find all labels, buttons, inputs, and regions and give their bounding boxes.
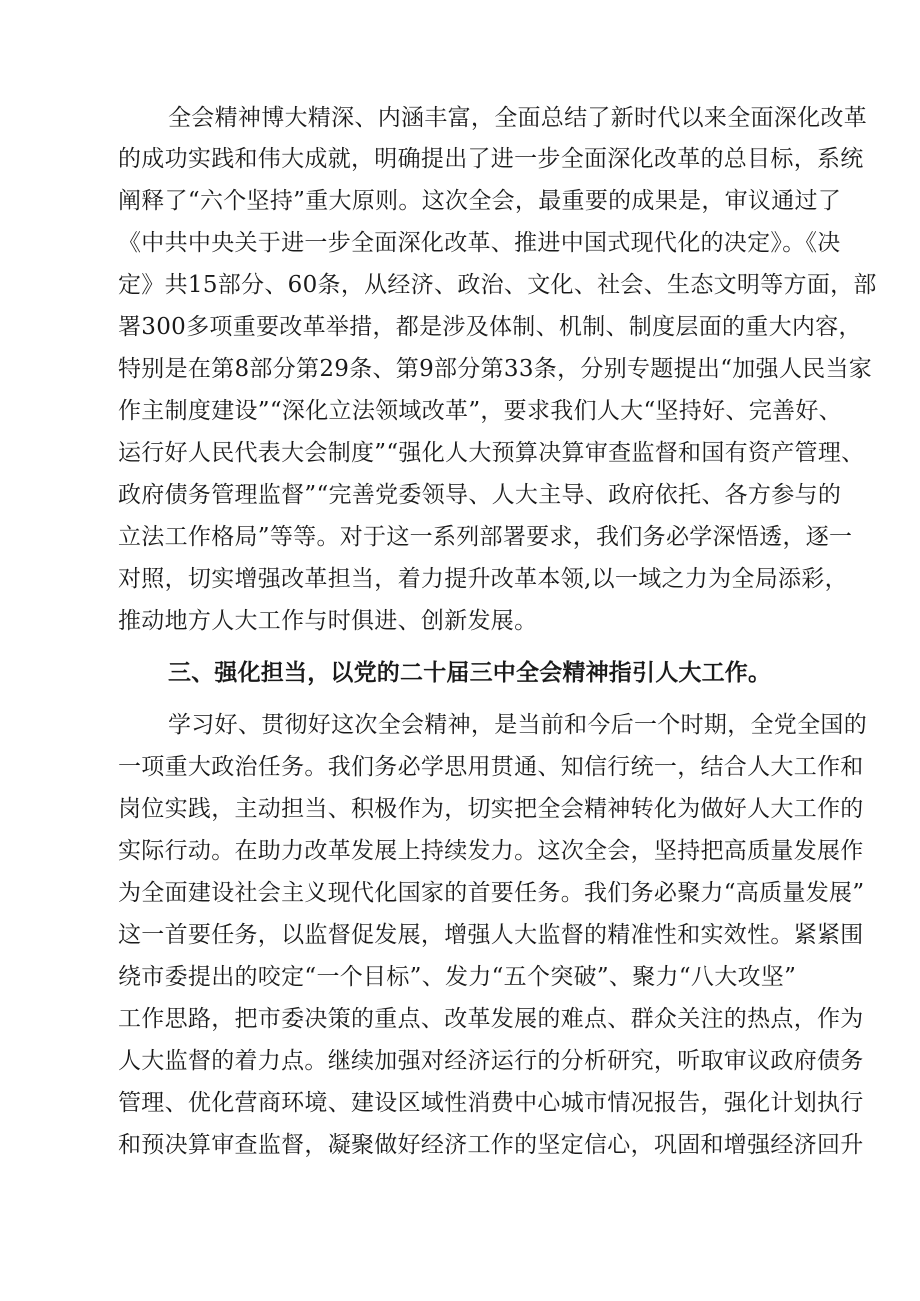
- paragraph-2-line-5: 为全面建设社会主义现代化国家的首要任务。我们务必聚力“高质量发展”: [118, 880, 865, 906]
- paragraph-1-line-13: 推动地方人大工作与时俱进、创新发展。: [118, 608, 538, 634]
- paragraph-1-line-6: 署300多项重要改革举措，都是涉及体制、机制、制度层面的重大内容，: [118, 314, 862, 340]
- section-heading-3: 三、强化担当，以党的二十届三中全会精神指引人大工作。: [168, 660, 772, 686]
- paragraph-2-line-11: 和预决算审查监督，凝聚做好经济工作的坚定信心，巩固和增强经济回升: [118, 1132, 864, 1158]
- paragraph-2-line-2: 一项重大政治任务。我们务必学思用贯通、知信行统一，结合人大工作和: [118, 754, 864, 780]
- paragraph-1-line-8: 作主制度建设”“深化立法领域改革”，要求我们人大“坚持好、完善好、: [118, 398, 842, 424]
- paragraph-1-line-4: 《中共中央关于进一步全面深化改革、推进中国式现代化的决定》。《决: [118, 230, 841, 256]
- paragraph-1-line-2: 的成功实践和伟大成就，明确提出了进一步全面深化改革的总目标，系统: [118, 146, 864, 172]
- paragraph-1-line-12: 对照，切实增强改革担当，着力提升改革本领,以一域之力为全局添彩，: [118, 566, 848, 592]
- paragraph-1-line-7: 特别是在第8部分第29条、第9部分第33条，分别专题提出“加强人民当家: [118, 356, 873, 382]
- paragraph-1-line-1: 全会精神博大精深、内涵丰富，全面总结了新时代以来全面深化改革: [168, 105, 867, 131]
- paragraph-2-line-7: 绕市委提出的咬定“一个目标”、发力“五个突破”、聚力“八大攻坚”: [118, 964, 797, 990]
- paragraph-1-line-11: 立法工作格局”等等。对于这一系列部署要求，我们务必学深悟透，逐一: [118, 524, 853, 550]
- paragraph-1-line-10: 政府债务管理监督”“完善党委领导、人大主导、政府依托、各方参与的: [118, 482, 842, 508]
- paragraph-2-line-6: 这一首要任务，以监督促发展，增强人大监督的精准性和实效性。紧紧围: [118, 922, 864, 948]
- paragraph-2-line-9: 人大监督的着力点。继续加强对经济运行的分析研究，听取审议政府债务: [118, 1048, 864, 1074]
- paragraph-2-line-1: 学习好、贯彻好这次全会精神，是当前和今后一个时期，全党全国的: [168, 712, 867, 738]
- paragraph-1-line-5: 定》共15部分、60条，从经济、政治、文化、社会、生态文明等方面，部: [118, 272, 877, 298]
- paragraph-1-line-9: 运行好人民代表大会制度”“强化人大预算决算审查监督和国有资产管理、: [118, 440, 865, 466]
- paragraph-1-line-3: 阐释了“六个坚持”重大原则。这次全会，最重要的成果是，审议通过了: [118, 188, 842, 214]
- paragraph-2-line-8: 工作思路，把市委决策的重点、改革发展的难点、群众关注的热点，作为: [118, 1006, 864, 1032]
- paragraph-2-line-10: 管理、优化营商环境、建设区域性消费中心城市情况报告，强化计划执行: [118, 1090, 864, 1116]
- paragraph-2-line-3: 岗位实践，主动担当、积极作为，切实把全会精神转化为做好人大工作的: [118, 796, 864, 822]
- paragraph-2-line-4: 实际行动。在助力改革发展上持续发力。这次全会，坚持把高质量发展作: [118, 838, 864, 864]
